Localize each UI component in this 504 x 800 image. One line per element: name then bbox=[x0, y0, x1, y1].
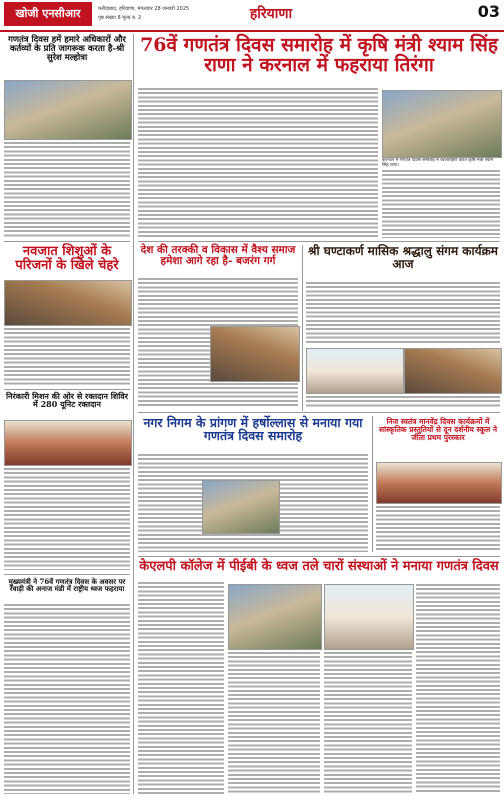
main-body bbox=[138, 88, 378, 238]
divider bbox=[4, 574, 130, 575]
issue-line: फरीदाबाद, हरियाणा, मंगलवार 28 जनवरी 2025 bbox=[98, 6, 190, 12]
left-bottom-headline: मुख्यमंत्री ने 76वें गणतंत्र दिवस के अवसर पर रेवाड़ी की अनाज मंडी में राष्ट्रीय ध्वज फहराया bbox=[8, 577, 126, 594]
bottom-body-col3 bbox=[324, 652, 412, 794]
corp-headline: नगर निगम के प्रांगण में हर्षोल्लास से मनाया गया गणतंत्र दिवस समारोह bbox=[143, 415, 363, 444]
bottom-photo-2 bbox=[324, 584, 414, 650]
right-low-photo bbox=[376, 462, 502, 504]
page-number: 03 bbox=[477, 2, 500, 21]
bottom-photo-1 bbox=[228, 584, 322, 650]
bottom-body-col4 bbox=[416, 584, 500, 794]
mid-photo bbox=[210, 326, 300, 382]
right-mid-photo-1 bbox=[306, 348, 404, 394]
main-headline: 76वें गणतंत्र दिवस समारोह में कृषि मंत्री श्याम सिंह राणा ने करनाल में फहराया तिरंगा bbox=[140, 34, 498, 76]
left-top-headline: गणतंत्र दिवस हमें हमारे अधिकारों और कर्तव्यों के प्रति जागरूक करता है-श्री सुरेश मल्होत्रा bbox=[8, 35, 126, 63]
section-title: हरियाणा bbox=[249, 6, 293, 22]
bottom-body-col1 bbox=[138, 582, 224, 794]
main-photo bbox=[382, 90, 502, 158]
divider bbox=[138, 412, 500, 413]
left-low-body bbox=[4, 468, 130, 570]
right-mid-photo-2 bbox=[404, 348, 502, 394]
divider bbox=[138, 556, 500, 557]
mid-headline: देश की तरक्की व विकास में वैश्य समाज हमेशा आगे रहा है- बजरंग गर्ग bbox=[140, 244, 296, 268]
right-mid-body bbox=[306, 282, 500, 344]
left-top-body bbox=[4, 142, 130, 238]
left-low-headline: निरंकारी मिशन की ओर से रक्तदान शिविर में 280 यूनिट रक्तदान bbox=[5, 391, 129, 410]
right-mid-headline: श्री घण्टाकर्ण मासिक श्रद्धालु संगम कार्यक्रम आज bbox=[308, 244, 498, 271]
masthead-logo: खोजी एनसीआर bbox=[4, 2, 92, 26]
bottom-headline: केएलपी कॉलेज में पीईबी के ध्वज तले चारों संस्थाओं ने मनाया गणतंत्र दिवस bbox=[139, 559, 499, 574]
left-mid-headline: नवजात शिशुओं के परिजनों के खिले चेहरे bbox=[15, 244, 119, 273]
column-rule bbox=[133, 34, 134, 794]
price-line: पृष्ठ संख्या 8 मूल्य रु. 2 bbox=[98, 15, 142, 21]
right-low-body bbox=[376, 506, 500, 552]
column-rule bbox=[372, 416, 373, 552]
left-top-photo bbox=[4, 80, 132, 140]
divider bbox=[4, 389, 130, 390]
masthead-bar bbox=[0, 0, 504, 32]
right-mid-captions bbox=[306, 396, 500, 408]
left-mid-photo bbox=[4, 280, 132, 326]
divider bbox=[138, 241, 500, 242]
right-low-headline: निज स्वतंत्र मानवेंद्र दिवस कार्यक्रमों में सांस्कृतिक प्रस्तुतियों से दून दर्शनीय स्कूल ने जीता प्रथम पुरस्कार bbox=[379, 417, 497, 442]
main-photo-caption: करनाल में गणतंत्र दिवस समारोह में ध्वजारोहण करते कृषि मंत्री श्याम सिंह राणा। bbox=[382, 158, 494, 169]
column-rule bbox=[302, 245, 303, 411]
left-low-photo bbox=[4, 420, 132, 466]
left-bottom-body bbox=[4, 604, 130, 794]
left-mid-body bbox=[4, 328, 130, 386]
main-body-right bbox=[382, 170, 500, 238]
divider bbox=[4, 241, 130, 242]
corp-photo bbox=[202, 480, 280, 534]
bottom-body-col2 bbox=[228, 652, 320, 794]
